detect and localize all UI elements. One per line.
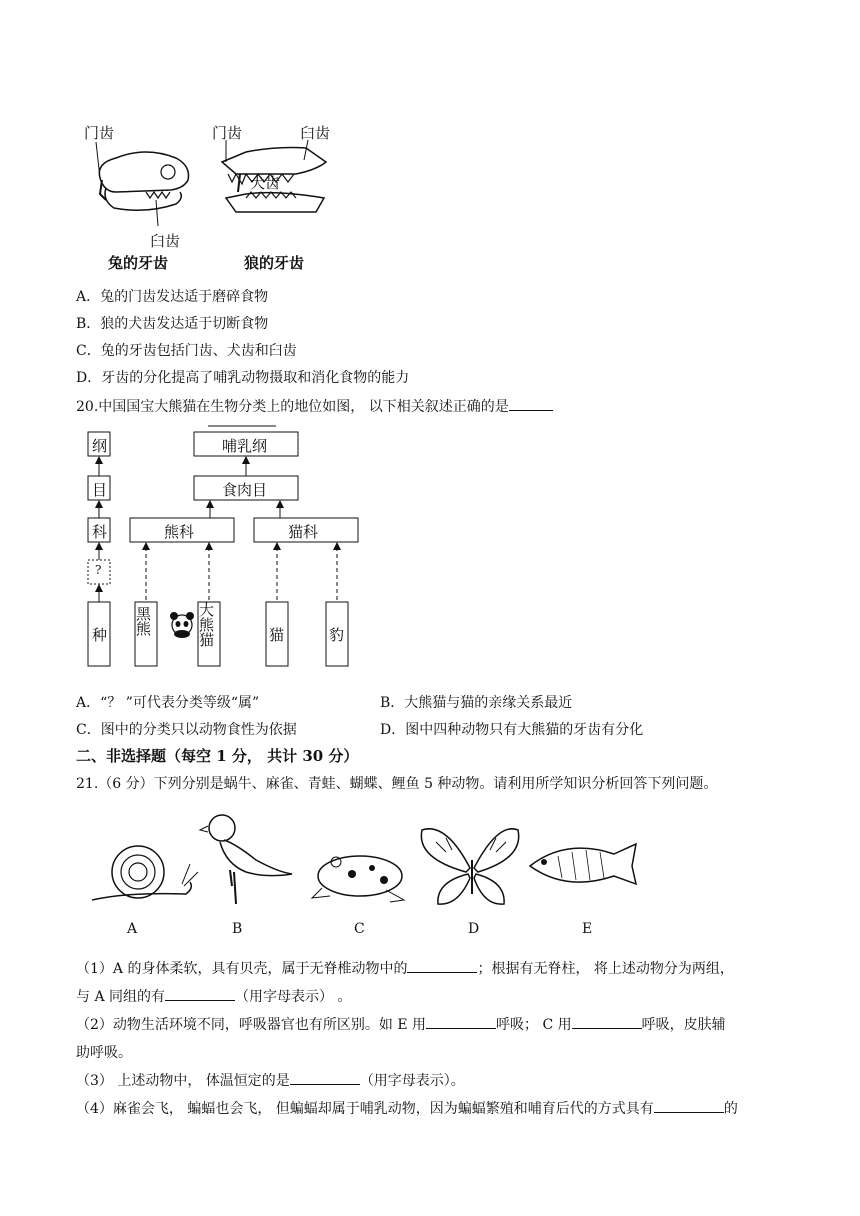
bear-family-label: 熊科 <box>164 523 195 541</box>
order-label: 食肉目 <box>222 481 268 499</box>
species-cat-label: 猫 <box>269 626 285 644</box>
snail-drawing <box>92 846 198 900</box>
q21-p3a: （3） 上述动物中， 体温恒定的是 <box>76 1073 290 1089</box>
q21-part2-line1 <box>76 1014 726 1034</box>
animal-label-b: B <box>232 921 243 937</box>
q19-option-c: C．兔的牙齿包括门齿、犬齿和臼齿 <box>76 343 297 359</box>
q20-option-a: A．“？ ”可代表分类等级“属” <box>76 695 260 711</box>
q21-p2a: （2）动物生活环境不同，呼吸器官也有所区别。如 E 用 <box>76 1017 427 1033</box>
q21-p1c: 与 A 同组的有 <box>76 989 166 1005</box>
q21-p1d: （用字母表示） 。 <box>235 989 352 1005</box>
q21-p4a: （4）麻雀会飞， 蝙蝠也会飞， 但蝙蝠却属于哺乳动物，因为蝙蝠繁殖和哺育后代的方式具有 <box>76 1101 654 1117</box>
animal-label-a: A <box>127 921 138 937</box>
animals-figure <box>86 808 666 918</box>
q19-option-b: B．狼的犬齿发达适于切断食物 <box>76 316 269 332</box>
butterfly-drawing <box>421 829 518 904</box>
q21-blank-4[interactable] <box>572 1014 642 1029</box>
q21-part4 <box>76 1098 738 1118</box>
q21-blank-6[interactable] <box>654 1098 724 1113</box>
level-order-label: 目 <box>92 481 108 499</box>
sparrow-drawing <box>200 815 292 904</box>
q21-p1a: （1）A 的身体柔软，具有贝壳，属于无脊椎动物中的 <box>76 961 408 977</box>
species-leopard-label: 豹 <box>329 626 345 644</box>
rabbit-incisor-label: 门齿 <box>84 124 115 142</box>
class-label: 哺乳纲 <box>222 437 268 455</box>
q21-blank-1[interactable] <box>407 958 477 973</box>
q21-blank-5[interactable] <box>290 1070 360 1085</box>
fish-drawing <box>530 844 636 884</box>
wolf-caption: 狼的牙齿 <box>244 254 305 272</box>
rabbit-molar-label: 臼齿 <box>150 232 181 250</box>
q21-p3b: （用字母表示）。 <box>359 1073 465 1089</box>
level-family-label: 科 <box>92 523 108 541</box>
level-class-label: 纲 <box>92 437 108 455</box>
section2-title: 二、非选择题（每空 1 分， 共计 30 分） <box>76 747 359 765</box>
q21-part1-line2 <box>76 986 351 1006</box>
q20-option-b: B．大熊猫与猫的亲缘关系最近 <box>380 695 573 711</box>
wolf-incisor-label: 门齿 <box>212 124 243 142</box>
q21-p2b: 呼吸； C 用 <box>496 1017 572 1033</box>
species-black-bear-label: 黑熊 <box>134 606 152 636</box>
wolf-canine-label: 犬齿 <box>250 174 281 192</box>
q20-stem <box>76 396 553 416</box>
q20-option-d: D．图中四种动物只有大熊猫的牙齿有分化 <box>380 722 644 738</box>
animal-label-c: C <box>354 921 365 937</box>
q20-stem-text: 20.中国国宝大熊猫在生物分类上的地位如图， 以下相关叙述正确的是 <box>76 399 509 415</box>
q21-p4b: 的 <box>723 1101 738 1117</box>
animal-label-d: D <box>468 921 480 937</box>
q21-blank-2[interactable] <box>165 986 235 1001</box>
panda-icon <box>170 612 194 638</box>
cat-family-label: 猫科 <box>288 523 319 541</box>
wolf-molar-label: 臼齿 <box>300 124 331 142</box>
q21-part3 <box>76 1070 465 1090</box>
q19-option-d: D．牙齿的分化提高了哺乳动物摄取和消化食物的能力 <box>76 370 410 386</box>
rabbit-caption: 兔的牙齿 <box>108 254 169 272</box>
q21-part2-line2: 助呼吸。 <box>76 1045 132 1061</box>
q21-p2c: 呼吸，皮肤辅 <box>641 1017 726 1033</box>
teeth-figure <box>76 118 356 278</box>
q21-part1-line1 <box>76 958 734 978</box>
q20-answer-blank[interactable] <box>509 396 553 411</box>
q19-option-a: A．兔的门齿发达适于磨碎食物 <box>76 289 269 305</box>
species-panda-label: 大熊猫 <box>197 602 215 647</box>
q20-option-c: C．图中的分类只以动物食性为依据 <box>76 722 297 738</box>
level-species-label: 种 <box>92 626 108 644</box>
frog-drawing <box>312 856 404 902</box>
animal-label-e: E <box>582 921 593 937</box>
q21-p1b: ；根据有无脊柱， 将上述动物分为两组， <box>477 961 734 977</box>
q21-blank-3[interactable] <box>426 1014 496 1029</box>
level-unknown-label: ? <box>95 563 102 577</box>
q21-stem: 21.（6 分）下列分别是蜗牛、麻雀、青蛙、蝴蝶、鲤鱼 5 种动物。请利用所学知识分析回答下列问题。 <box>76 776 718 792</box>
